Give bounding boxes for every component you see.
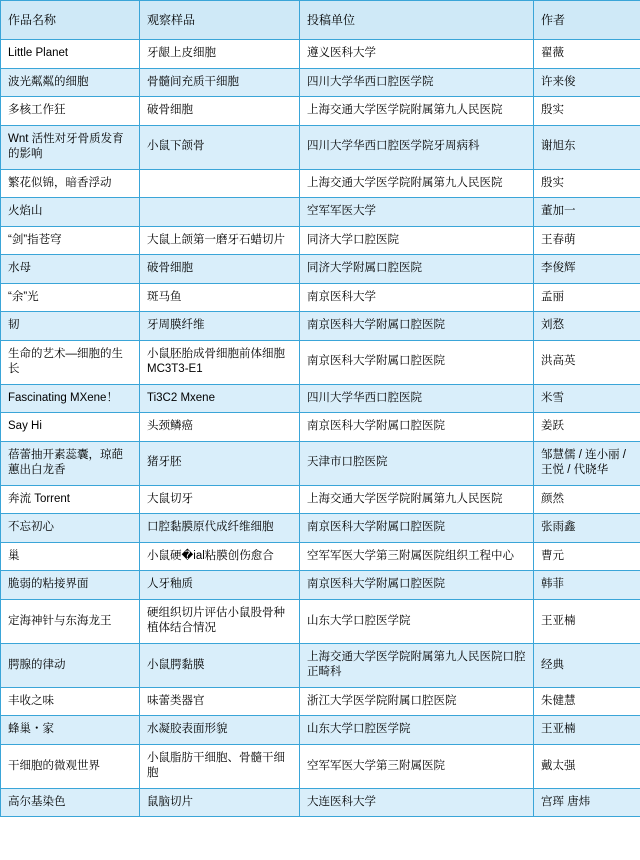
cell-author-name	[534, 68, 640, 97]
column-header-author: 作者	[534, 1, 640, 40]
cell-submitting-unit	[300, 226, 534, 255]
cell-work-name	[1, 542, 140, 571]
table-row	[1, 68, 640, 97]
cell-observed-sample	[140, 312, 300, 341]
submitting-unit: 四川大学华西口腔医学院	[307, 75, 434, 88]
cell-work-name	[1, 40, 140, 69]
cell-submitting-unit	[300, 599, 534, 643]
cell-observed-sample	[140, 125, 300, 169]
work-name: 定海神针与东海龙王	[8, 614, 112, 627]
cell-author-name	[534, 716, 640, 745]
cell-observed-sample	[140, 744, 300, 788]
cell-work-name	[1, 687, 140, 716]
work-name: Little Planet	[8, 47, 69, 59]
column-header-sample: 观察样品	[140, 1, 300, 40]
cell-author-name	[534, 599, 640, 643]
author-name: 王亚楠	[541, 614, 576, 627]
observed-sample: 猪牙胚	[147, 456, 182, 469]
cell-author-name	[534, 788, 640, 817]
cell-observed-sample	[140, 283, 300, 312]
work-name: 水母	[8, 262, 31, 275]
cell-author-name	[534, 485, 640, 514]
submitting-unit: 大连医科大学	[307, 795, 376, 808]
work-name: 繁花似锦，暗香浮动	[8, 176, 112, 189]
cell-observed-sample	[140, 226, 300, 255]
submitting-unit: 遵义医科大学	[307, 47, 376, 59]
submitting-unit: 山东大学口腔医学院	[307, 614, 411, 627]
observed-sample: 人牙釉质	[147, 578, 193, 591]
submitting-unit: 上海交通大学医学院附属第九人民医院	[307, 104, 503, 117]
cell-work-name	[1, 571, 140, 600]
author-name: 刘愗	[541, 319, 564, 332]
author-name: 翟薇	[541, 47, 564, 59]
cell-work-name	[1, 340, 140, 384]
cell-observed-sample	[140, 441, 300, 485]
table-row	[1, 514, 640, 543]
cell-work-name	[1, 226, 140, 255]
work-name: 波光粼粼的细胞	[8, 75, 89, 88]
submitting-unit: 南京医科大学附属口腔医院	[307, 521, 445, 534]
work-name: Wnt 活性对牙骨质发育的影响	[8, 132, 124, 161]
author-name: 王亚楠	[541, 723, 576, 736]
cell-work-name	[1, 283, 140, 312]
table-row	[1, 340, 640, 384]
cell-work-name	[1, 441, 140, 485]
submitting-unit: 四川大学华西口腔医院	[307, 391, 422, 404]
author-name: 洪高英	[541, 355, 576, 368]
table-row	[1, 744, 640, 788]
cell-submitting-unit	[300, 441, 534, 485]
author-name: 孟丽	[541, 290, 564, 303]
cell-observed-sample	[140, 542, 300, 571]
cell-author-name	[534, 340, 640, 384]
table-row	[1, 485, 640, 514]
cell-work-name	[1, 384, 140, 413]
author-name: 王春萌	[541, 233, 576, 246]
table-row	[1, 97, 640, 126]
cell-work-name	[1, 125, 140, 169]
cell-author-name	[534, 413, 640, 442]
cell-submitting-unit	[300, 687, 534, 716]
submitting-unit: 四川大学华西口腔医学院牙周病科	[307, 140, 480, 153]
table-row	[1, 384, 640, 413]
work-name: 奔流 Torrent	[8, 492, 70, 505]
table-row	[1, 198, 640, 227]
submitting-unit: 南京医科大学附属口腔医院	[307, 420, 445, 433]
cell-submitting-unit	[300, 283, 534, 312]
cell-submitting-unit	[300, 97, 534, 126]
table-row	[1, 599, 640, 643]
cell-author-name	[534, 542, 640, 571]
author-name: 颜然	[541, 492, 564, 505]
author-name: 许来俊	[541, 75, 576, 88]
cell-observed-sample	[140, 255, 300, 284]
column-header-name: 作品名称	[1, 1, 140, 40]
author-name: 宫珲 唐炜	[541, 795, 591, 808]
cell-work-name	[1, 312, 140, 341]
submitting-unit: 上海交通大学医学院附属第九人民医院	[307, 176, 503, 189]
author-name: 董加一	[541, 205, 576, 218]
table-row	[1, 542, 640, 571]
submitting-unit: 南京医科大学附属口腔医院	[307, 355, 445, 368]
observed-sample: Ti3C2 Mxene	[147, 391, 215, 404]
cell-author-name	[534, 169, 640, 198]
work-name: 火焰山	[8, 205, 43, 218]
observed-sample: 大鼠切牙	[147, 492, 193, 505]
cell-submitting-unit	[300, 340, 534, 384]
observed-sample: 小鼠脂肪干细胞、骨髓干细胞	[147, 751, 285, 780]
cell-work-name	[1, 485, 140, 514]
cell-author-name	[534, 255, 640, 284]
cell-author-name	[534, 97, 640, 126]
cell-observed-sample	[140, 169, 300, 198]
cell-author-name	[534, 312, 640, 341]
cell-submitting-unit	[300, 125, 534, 169]
work-name: 脆弱的粘接界面	[8, 578, 89, 591]
submitting-unit: 天津市口腔医院	[307, 456, 388, 469]
observed-sample: 破骨细胞	[147, 104, 193, 117]
cell-work-name	[1, 514, 140, 543]
author-name: 戴太强	[541, 759, 576, 772]
table-header-row	[1, 1, 640, 40]
author-name: 谢旭东	[541, 140, 576, 153]
observed-sample: 口腔黏膜原代成纤维细胞	[147, 521, 274, 534]
cell-observed-sample	[140, 788, 300, 817]
table-header	[1, 1, 640, 40]
cell-work-name	[1, 97, 140, 126]
cell-submitting-unit	[300, 198, 534, 227]
cell-observed-sample	[140, 198, 300, 227]
cell-work-name	[1, 599, 140, 643]
cell-submitting-unit	[300, 485, 534, 514]
cell-work-name	[1, 744, 140, 788]
cell-author-name	[534, 687, 640, 716]
cell-submitting-unit	[300, 312, 534, 341]
cell-observed-sample	[140, 68, 300, 97]
submitting-unit: 上海交通大学医学院附属第九人民医院口腔正畸科	[307, 650, 526, 679]
author-name: 韩菲	[541, 578, 564, 591]
cell-work-name	[1, 169, 140, 198]
cell-observed-sample	[140, 97, 300, 126]
work-name: 蓓蕾抽开素蕊囊，琼葩蕙出白龙香	[8, 448, 123, 477]
table-row	[1, 255, 640, 284]
work-name: 蜂巢・家	[8, 723, 54, 736]
author-name: 殷实	[541, 104, 564, 117]
submitting-unit: 南京医科大学	[307, 290, 376, 303]
work-name: 不忘初心	[8, 521, 54, 534]
submitting-unit: 空军军医大学第三附属医院组织工程中心	[307, 549, 514, 562]
observed-sample: 破骨细胞	[147, 262, 193, 275]
observed-sample: 味蕾类器官	[147, 694, 205, 707]
cell-observed-sample	[140, 716, 300, 745]
cell-author-name	[534, 40, 640, 69]
observed-sample: 斑马鱼	[147, 290, 182, 303]
cell-observed-sample	[140, 485, 300, 514]
table-body	[1, 40, 640, 817]
cell-submitting-unit	[300, 542, 534, 571]
table-row	[1, 413, 640, 442]
cell-author-name	[534, 744, 640, 788]
submitting-unit: 上海交通大学医学院附属第九人民医院	[307, 492, 503, 505]
cell-observed-sample	[140, 643, 300, 687]
submitting-unit: 同济大学附属口腔医院	[307, 262, 422, 275]
cell-work-name	[1, 643, 140, 687]
table-row	[1, 226, 640, 255]
table-row	[1, 643, 640, 687]
cell-author-name	[534, 198, 640, 227]
observed-sample: 硬组织切片评估小鼠股骨种植体结合情况	[147, 606, 285, 635]
cell-submitting-unit	[300, 514, 534, 543]
cell-author-name	[534, 441, 640, 485]
work-name: 干细胞的微观世界	[8, 759, 100, 772]
submitting-unit: 南京医科大学附属口腔医院	[307, 578, 445, 591]
cell-submitting-unit	[300, 716, 534, 745]
cell-work-name	[1, 255, 140, 284]
author-name: 经典	[541, 658, 564, 671]
cell-submitting-unit	[300, 744, 534, 788]
submitting-unit: 南京医科大学附属口腔医院	[307, 319, 445, 332]
submitting-unit: 浙江大学医学院附属口腔医院	[307, 694, 457, 707]
table-row	[1, 441, 640, 485]
table-row	[1, 125, 640, 169]
table-row	[1, 312, 640, 341]
cell-work-name	[1, 716, 140, 745]
cell-submitting-unit	[300, 169, 534, 198]
cell-observed-sample	[140, 340, 300, 384]
table-row	[1, 788, 640, 817]
table-row	[1, 283, 640, 312]
table-row	[1, 40, 640, 69]
submitting-unit: 空军军医大学第三附属医院	[307, 759, 445, 772]
work-name: “余”光	[8, 290, 39, 303]
work-name: 腭腺的律动	[8, 658, 66, 671]
cell-submitting-unit	[300, 643, 534, 687]
cell-author-name	[534, 226, 640, 255]
cell-observed-sample	[140, 413, 300, 442]
table-row	[1, 169, 640, 198]
submitting-unit: 山东大学口腔医学院	[307, 723, 411, 736]
cell-observed-sample	[140, 571, 300, 600]
cell-submitting-unit	[300, 68, 534, 97]
observed-sample: 小鼠下颌骨	[147, 140, 205, 153]
observed-sample: 牙龈上皮细胞	[147, 47, 216, 59]
cell-submitting-unit	[300, 788, 534, 817]
author-name: 邹慧儒 / 连小丽 / 王悦 / 代晓华	[541, 448, 626, 477]
observed-sample: 鼠脑切片	[147, 795, 193, 808]
observed-sample: 大鼠上颌第一磨牙石蜡切片	[147, 233, 285, 246]
cell-author-name	[534, 125, 640, 169]
cell-work-name	[1, 413, 140, 442]
table-row	[1, 687, 640, 716]
author-name: 朱健慧	[541, 694, 576, 707]
work-name: 多核工作狂	[8, 104, 66, 117]
column-header-unit: 投稿单位	[300, 1, 534, 40]
cell-observed-sample	[140, 687, 300, 716]
observed-sample: 骨髓间充质干细胞	[147, 75, 239, 88]
observed-sample: 小鼠腭黏膜	[147, 658, 205, 671]
cell-observed-sample	[140, 40, 300, 69]
submitting-unit: 空军军医大学	[307, 205, 376, 218]
author-name: 姜跃	[541, 420, 564, 433]
author-name: 米雪	[541, 391, 564, 404]
cell-author-name	[534, 571, 640, 600]
submitting-unit: 同济大学口腔医院	[307, 233, 399, 246]
work-name: 韧	[8, 319, 20, 332]
cell-author-name	[534, 514, 640, 543]
cell-submitting-unit	[300, 413, 534, 442]
author-name: 张雨鑫	[541, 521, 576, 534]
cell-author-name	[534, 283, 640, 312]
cell-submitting-unit	[300, 384, 534, 413]
cell-submitting-unit	[300, 571, 534, 600]
work-name: 巢	[8, 549, 20, 562]
work-name: 高尔基染色	[8, 795, 66, 808]
cell-work-name	[1, 788, 140, 817]
cell-work-name	[1, 68, 140, 97]
work-name: Say Hi	[8, 420, 42, 433]
work-name: 生命的艺术—细胞的生长	[8, 347, 123, 376]
observed-sample: 牙周膜纤维	[147, 319, 205, 332]
observed-sample: 小鼠胚胎成骨细胞前体细胞MC3T3-E1	[147, 347, 285, 376]
work-name: “剑”指苍穹	[8, 233, 62, 246]
cell-submitting-unit	[300, 255, 534, 284]
work-name: Fascinating MXene！	[8, 391, 118, 404]
observed-sample: 小鼠硬�ial粘膜创伤愈合	[147, 549, 274, 562]
author-name: 李俊辉	[541, 262, 576, 275]
cell-submitting-unit	[300, 40, 534, 69]
author-name: 殷实	[541, 176, 564, 189]
table-row	[1, 571, 640, 600]
table-row	[1, 716, 640, 745]
cell-author-name	[534, 643, 640, 687]
observed-sample: 头颈鳞癌	[147, 420, 193, 433]
cell-observed-sample	[140, 599, 300, 643]
cell-author-name	[534, 384, 640, 413]
cell-observed-sample	[140, 514, 300, 543]
work-name: 丰收之味	[8, 694, 54, 707]
observed-sample: 水凝胶表面形貌	[147, 723, 228, 736]
cell-observed-sample	[140, 384, 300, 413]
author-name: 曹元	[541, 549, 564, 562]
cell-work-name	[1, 198, 140, 227]
